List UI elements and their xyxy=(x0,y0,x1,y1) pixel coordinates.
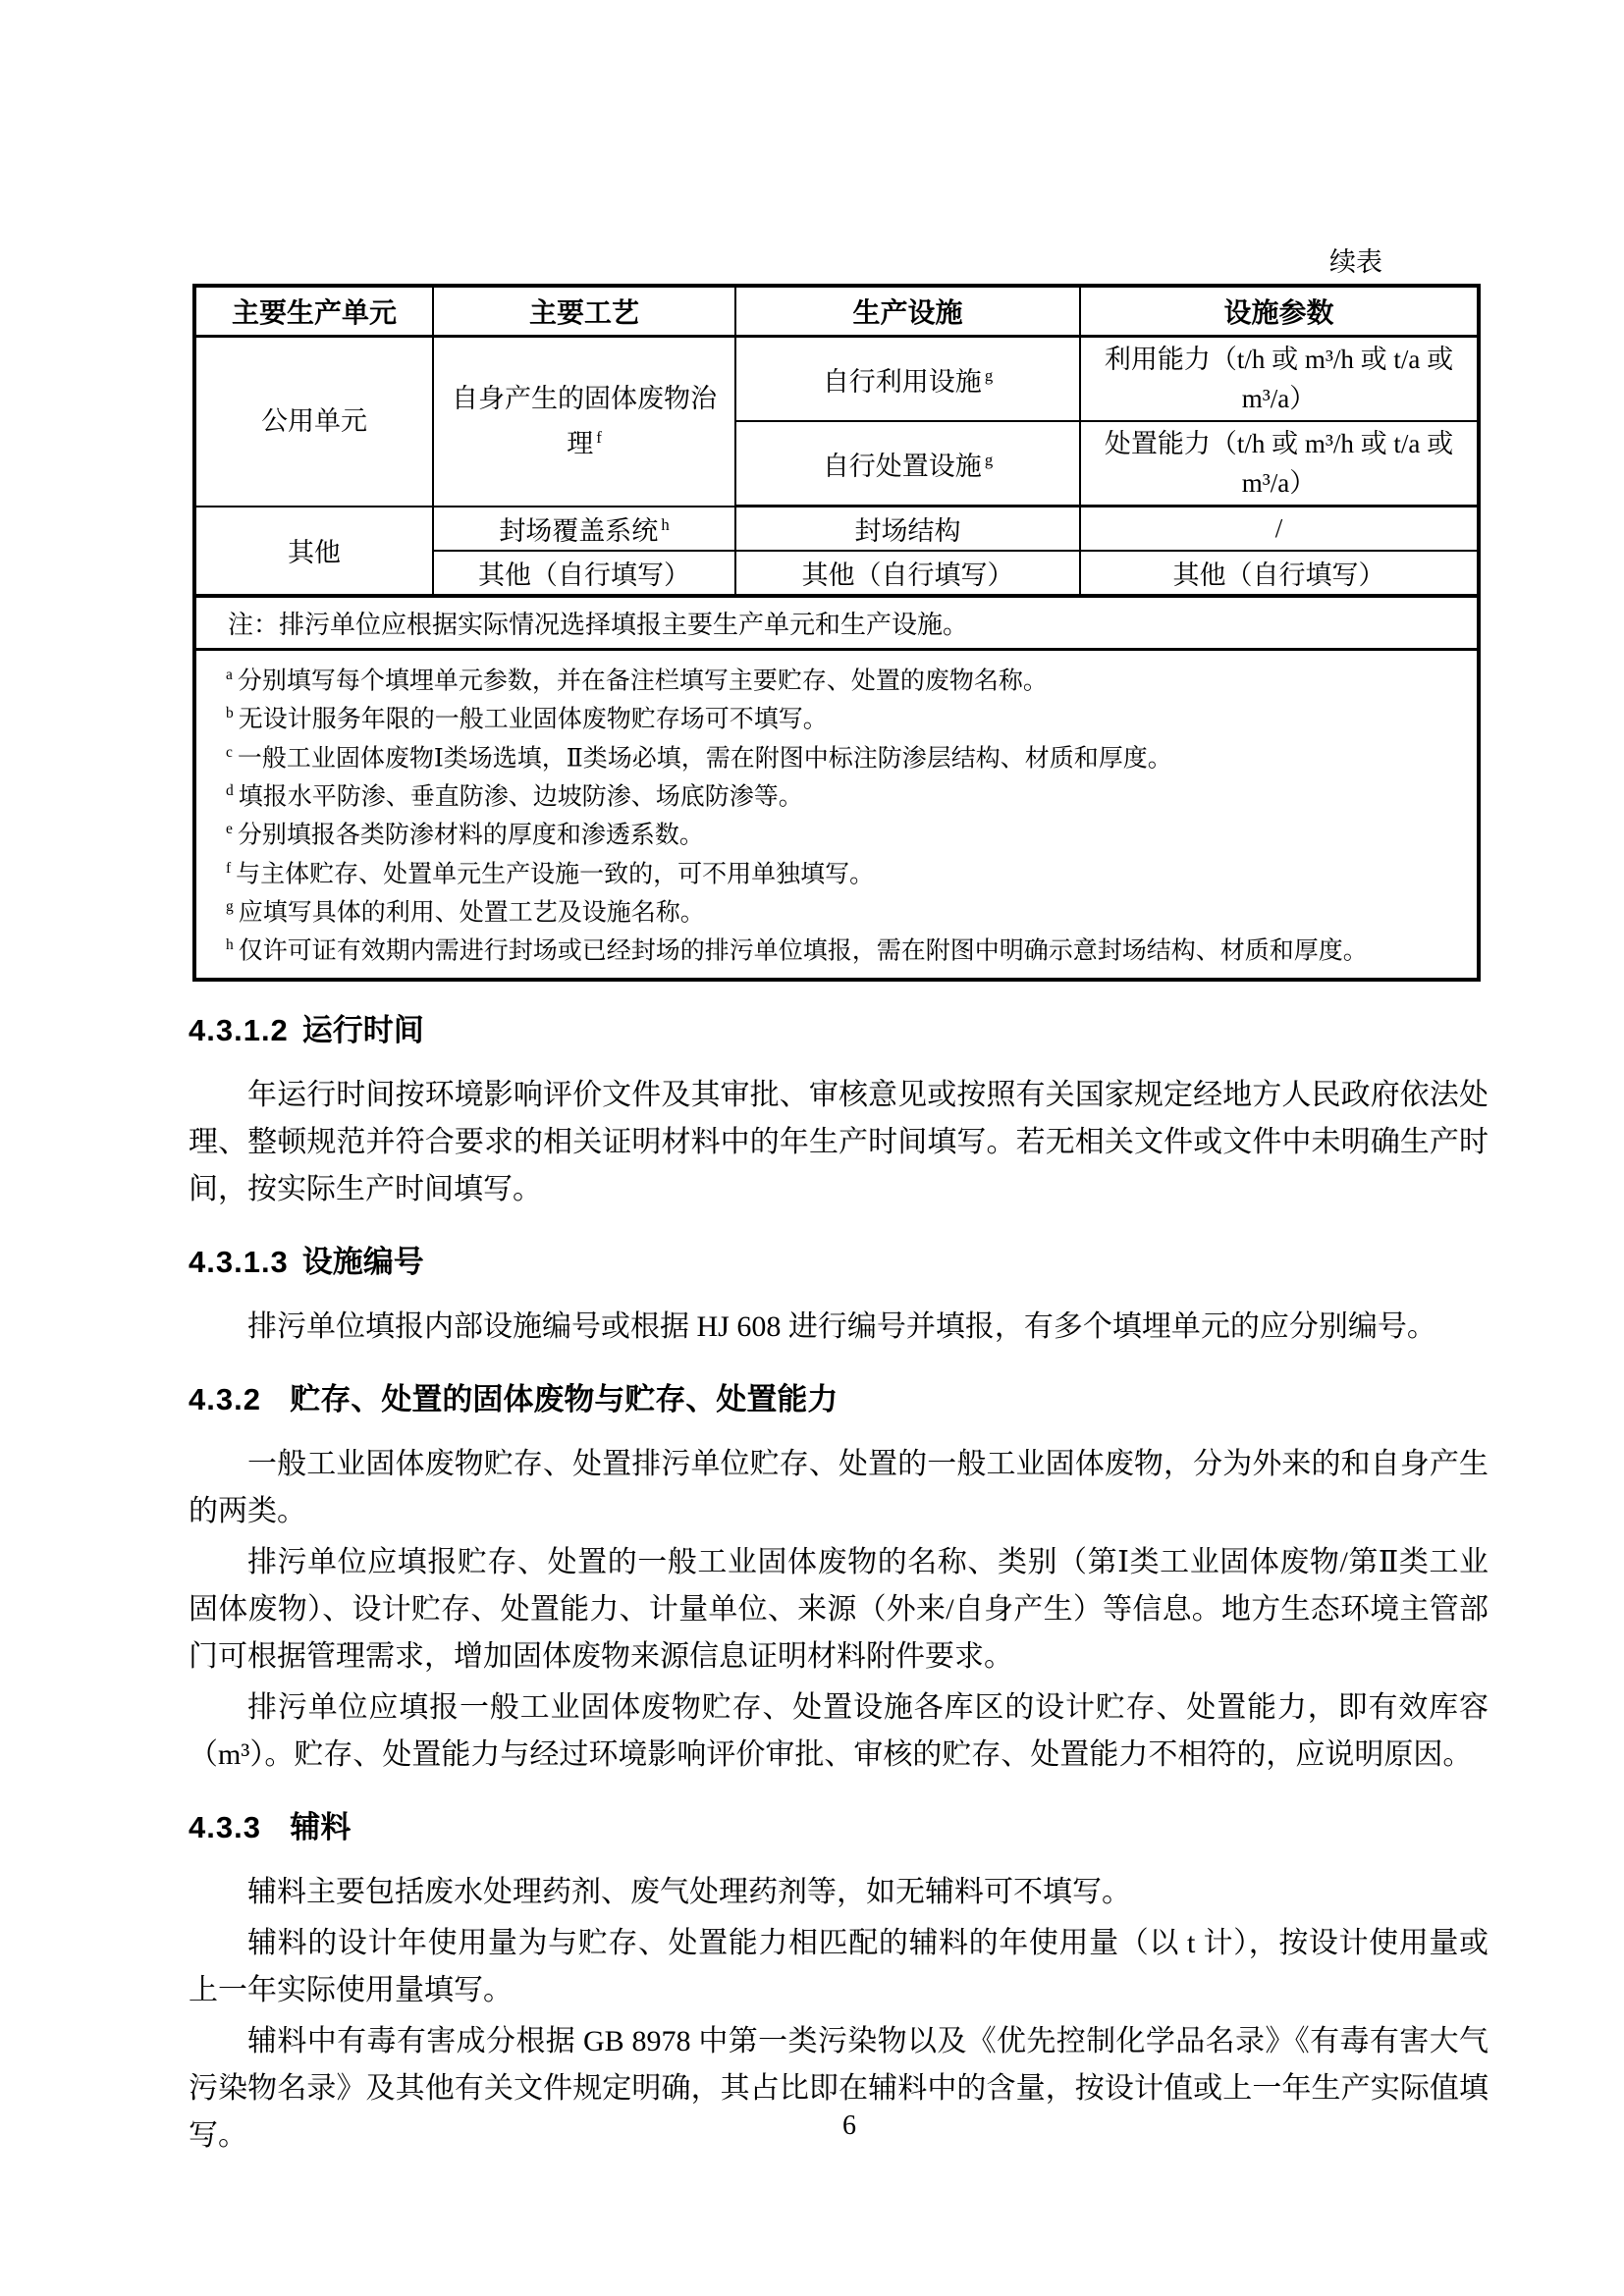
cell-process-self-text: 自身产生的固体废物治理 xyxy=(452,384,717,459)
cell-facility-use-text: 自行利用设施 xyxy=(822,367,982,397)
footnote-item xyxy=(226,774,1467,813)
footnote-text: 一般工业固体废物Ⅰ类场选填，Ⅱ类场必填，需在附图中标注防渗层结构、材质和厚度。 xyxy=(237,744,1172,772)
footnote-mark: b xyxy=(226,705,234,722)
section-title: 设施编号 xyxy=(301,1244,424,1279)
footnote-text: 填报水平防渗、垂直防渗、边坡防渗、场底防渗等。 xyxy=(238,783,803,811)
section-number: 4.3.2 xyxy=(189,1381,261,1416)
section-number: 4.3.1.3 xyxy=(189,1244,289,1279)
cell-param-dispose: 处置能力（t/h 或 m³/h 或 t/a 或 m³/a） xyxy=(1080,421,1479,507)
table-note-row xyxy=(194,596,1479,650)
footnote-text: 应填写具体的利用、处置工艺及设施名称。 xyxy=(238,899,705,927)
table-row xyxy=(194,507,1479,552)
section-title: 运行时间 xyxy=(301,1012,424,1047)
paragraph: 年运行时间按环境影响评价文件及其审批、审核意见或按照有关国家规定经地方人民政府依法处理、整顿规范并符合要求的相关证明材料中的年生产时间填写。若无相关文件或文件中未明确生产时间，按实际生产时间填写。 xyxy=(189,1078,1489,1205)
section-title: 辅料 xyxy=(290,1809,352,1844)
paragraph: 排污单位应填报贮存、处置的一般工业固体废物的名称、类别（第Ⅰ类工业固体废物/第Ⅱ类工业固体废物）、设计贮存、处置能力、计量单位、来源（外来/自身产生）等信息。地方生态环境主管部门可根据管理需求，增加固体废物来源信息证明材料附件要求。 xyxy=(189,1545,1489,1673)
footnote-text: 与主体贮存、处置单元生产设施一致的，可不用单独填写。 xyxy=(236,860,875,887)
footnote-mark: g xyxy=(226,897,234,915)
section-number: 4.3.3 xyxy=(189,1809,261,1844)
cell-process-close xyxy=(433,507,735,552)
page-footer xyxy=(0,2110,1624,2142)
footnote-item xyxy=(226,659,1467,697)
footnote-mark: e xyxy=(226,821,233,838)
table-footnotes xyxy=(194,650,1479,980)
section-4313 xyxy=(189,1243,1489,1351)
table-row xyxy=(194,337,1479,422)
footnote-text: 分别填报各类防渗材料的厚度和渗透系数。 xyxy=(237,822,704,849)
section-title: 贮存、处置的固体废物与贮存、处置能力 xyxy=(290,1381,839,1416)
page-number: 6 xyxy=(842,2110,856,2141)
production-units-table xyxy=(192,284,1481,982)
cell-facility-close: 封场结构 xyxy=(735,507,1080,552)
footnote-ref-g: g xyxy=(984,366,994,385)
table-note: 注：排污单位应根据实际情况选择填报主要生产单元和生产设施。 xyxy=(194,596,1479,650)
footnote-item xyxy=(226,813,1467,851)
header-cell-facility: 生产设施 xyxy=(735,286,1080,337)
footnote-text: 无设计服务年限的一般工业固体废物贮存场可不填写。 xyxy=(238,706,828,733)
section-heading xyxy=(189,1380,1489,1419)
footnote-ref-g: g xyxy=(984,451,994,469)
footnote-ref-h: h xyxy=(661,514,670,534)
section-heading xyxy=(189,1243,1489,1282)
footnote-item xyxy=(226,929,1467,967)
header-cell-unit: 主要生产单元 xyxy=(194,286,433,337)
paragraph: 排污单位应填报一般工业固体废物贮存、处置设施各库区的设计贮存、处置能力，即有效库容（m³）。贮存、处置能力与经过环境影响评价审批、审核的贮存、处置能力不相符的，应说明原因。 xyxy=(189,1690,1489,1771)
footnote-mark: h xyxy=(226,936,234,954)
cell-process-self xyxy=(433,337,735,507)
footnote-ref-f: f xyxy=(596,428,602,448)
table-footnotes-row xyxy=(194,650,1479,980)
section-432 xyxy=(189,1380,1489,1779)
footnote-item xyxy=(226,697,1467,735)
header-cell-process: 主要工艺 xyxy=(433,286,735,337)
footnote-mark: f xyxy=(226,859,232,877)
cell-other-fill-facility: 其他（自行填写） xyxy=(735,551,1080,596)
section-number: 4.3.1.2 xyxy=(189,1012,289,1047)
footnote-text: 分别填写每个填埋单元参数，并在备注栏填写主要贮存、处置的废物名称。 xyxy=(237,667,1048,695)
cell-facility-dispose-text: 自行处置设施 xyxy=(822,452,982,481)
cell-param-use: 利用能力（t/h 或 m³/h 或 t/a 或 m³/a） xyxy=(1080,337,1479,422)
cell-process-close-text: 封场覆盖系统 xyxy=(499,515,659,546)
footnote-item xyxy=(226,890,1467,929)
paragraph: 一般工业固体废物贮存、处置排污单位贮存、处置的一般工业固体废物，分为外来的和自身产生的两类。 xyxy=(189,1447,1489,1527)
footnote-mark: a xyxy=(226,667,233,683)
table-continuation-label: 续表 xyxy=(1329,247,1382,277)
cell-unit-other: 其他 xyxy=(194,507,433,597)
cell-unit-public: 公用单元 xyxy=(194,337,433,507)
cell-facility-dispose xyxy=(735,421,1080,507)
section-heading xyxy=(189,1011,1489,1050)
cell-facility-use xyxy=(735,337,1080,422)
footnote-text: 仅许可证有效期内需进行封场或已经封场的排污单位填报，需在附图中明确示意封场结构、材质和厚度。 xyxy=(238,937,1368,965)
section-433 xyxy=(189,1808,1489,2160)
footnote-item xyxy=(226,736,1467,774)
section-4312 xyxy=(189,1011,1489,1213)
table-header-row xyxy=(194,286,1479,337)
paragraph: 辅料主要包括废水处理药剂、废气处理药剂等，如无辅料可不填写。 xyxy=(247,1875,1131,1908)
paragraph: 辅料的设计年使用量为与贮存、处置能力相匹配的辅料的年使用量（以 t 计），按设计使用量或上一年实际使用量填写。 xyxy=(189,1926,1489,2006)
section-heading xyxy=(189,1808,1489,1847)
paragraph: 辅料中有毒有害成分根据 GB 8978 中第一类污染物以及《优先控制化学品名录》《有毒有害大气污染物名录》及其他有关文件规定明确，其占比即在辅料中的含量，按设计值或上一年生产实际值填写。 xyxy=(189,2024,1489,2152)
header-cell-params: 设施参数 xyxy=(1080,286,1479,337)
cell-other-fill-param: 其他（自行填写） xyxy=(1080,551,1479,596)
paragraph: 排污单位填报内部设施编号或根据 HJ 608 进行编号并填报，有多个填埋单元的应分别编号。 xyxy=(247,1309,1436,1343)
cell-other-fill-process: 其他（自行填写） xyxy=(433,551,735,596)
footnote-mark: c xyxy=(226,743,233,761)
cell-param-close: / xyxy=(1080,507,1479,552)
footnote-mark: d xyxy=(226,781,234,799)
footnote-item xyxy=(226,852,1467,890)
